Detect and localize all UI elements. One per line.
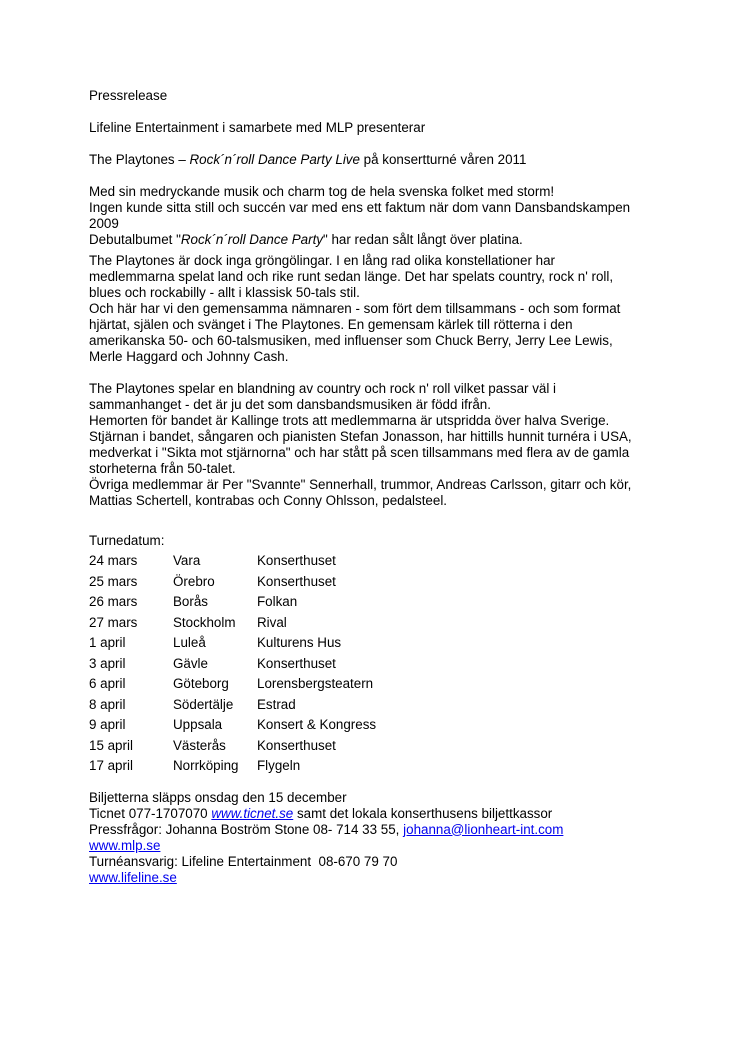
body-line: amerikanska 50- och 60-talsmusiken, med influenser som Chuck Berry, Jerry Lee Lewis, — [89, 333, 613, 348]
table-row: 9 april Uppsala Konsert & Kongress — [89, 717, 377, 733]
lifeline-line — [89, 870, 689, 886]
intro-line: Med sin medryckande musik och charm tog de hela svenska folket med storm! — [89, 184, 555, 199]
lifeline-link[interactable]: www.lifeline.se — [89, 869, 177, 885]
body-line: The Playtones spelar en blandning av country och rock n' roll vilket passar väl i — [89, 381, 557, 396]
intro-line: 2009 — [89, 216, 119, 231]
tour-heading: Turnedatum: — [89, 533, 165, 548]
tour-table — [89, 551, 376, 777]
album-title: Rock´n´roll Dance Party — [180, 232, 323, 247]
table-row: 24 mars Vara Konserthuset — [89, 553, 336, 569]
press-release-page — [89, 88, 689, 886]
body-line: Övriga medlemmar är Per "Svannte" Sennerhall, trummor, Andreas Carlsson, gitarr och kör, — [89, 477, 632, 492]
body-line: Och här har vi den gemensamma nämnaren - som fört dem tillsammans - och som format — [89, 301, 621, 316]
headline — [89, 152, 689, 168]
mlp-line — [89, 838, 689, 854]
mlp-link[interactable]: www.mlp.se — [89, 837, 161, 853]
body-line: hjärtat, själen och svänget i The Playtones. En gemensam kärlek till rötterna i den — [89, 317, 573, 332]
press-line: Pressfrågor: Johanna Boström Stone 08- 714 33 55, johanna@lionheart-int.com — [89, 821, 564, 837]
body-line: Merle Haggard och Johnny Cash. — [89, 349, 289, 364]
body-paragraph-2 — [89, 381, 689, 509]
table-row: 27 mars Stockholm Rival — [89, 614, 287, 630]
table-row: 25 mars Örebro Konserthuset — [89, 573, 336, 589]
table-row: 26 mars Borås Folkan — [89, 594, 298, 610]
press-email-link[interactable]: johanna@lionheart-int.com — [403, 821, 564, 837]
body-line: medlemmarna spelat land och rike runt sedan länge. Det har spelats country, rock n' roll, — [89, 269, 614, 284]
table-row: 6 april Göteborg Lorensbergsteatern — [89, 676, 374, 692]
tickets-line: Biljetterna släpps onsdag den 15 december — [89, 789, 347, 805]
body-line: sammanhanget - det är ju det som dansbandsmusiken är född ifrån. — [89, 397, 491, 412]
body-line: storheterna från 50-talet. — [89, 461, 236, 476]
album-line: Debutalbumet "Rock´n´roll Dance Party" har redan sålt långt över platina. — [89, 232, 523, 247]
headline-band: The Playtones – — [89, 152, 186, 167]
tour-contact-line: Turnéansvarig: Lifeline Entertainment 08-670 79 70 — [89, 853, 398, 869]
ticnet-line: Ticnet 077-1707070 www.ticnet.se samt det lokala konserthusens biljettkassor — [89, 805, 553, 821]
presenter-line: Lifeline Entertainment i samarbete med MLP presenterar — [89, 120, 426, 135]
body-line: Hemorten för bandet är Kallinge trots att medlemmarna är utspridda över halva Sverige. — [89, 413, 610, 428]
body-line: Mattias Schertell, kontrabas och Conny Ohlsson, pedalsteel. — [89, 493, 448, 508]
body-line: Stjärnan i bandet, sångaren och pianisten Stefan Jonasson, har hittills hunnit turnéra i USA, — [89, 429, 632, 444]
body-line: blues och rockabilly - allt i klassisk 50-tals stil. — [89, 285, 360, 300]
ticnet-link[interactable]: www.ticnet.se — [211, 805, 294, 821]
table-row: 15 april Västerås Konserthuset — [89, 737, 336, 753]
body-paragraph-1 — [89, 253, 689, 365]
body-line: medverkat i "Sikta mot stjärnorna" och har stått på scen tillsammans med flera av de gamla — [89, 445, 630, 460]
body-line: The Playtones är dock inga gröngölingar. I en lång rad olika konstellationer har — [89, 253, 555, 268]
table-row: 3 april Gävle Konserthuset — [89, 655, 336, 671]
doc-label: Pressrelease — [89, 88, 168, 103]
table-row: 17 april Norrköping Flygeln — [89, 758, 301, 774]
table-row: 8 april Södertälje Estrad — [89, 696, 296, 712]
intro-line: Ingen kunde sitta still och succén var med ens ett faktum när dom vann Dansbandskampen — [89, 200, 631, 215]
footer-info — [89, 790, 689, 886]
headline-show: Rock´n´roll Dance Party Live — [189, 152, 360, 167]
table-row: 1 april Luleå Kulturens Hus — [89, 635, 342, 651]
headline-suffix: på konsertturné våren 2011 — [363, 152, 527, 167]
